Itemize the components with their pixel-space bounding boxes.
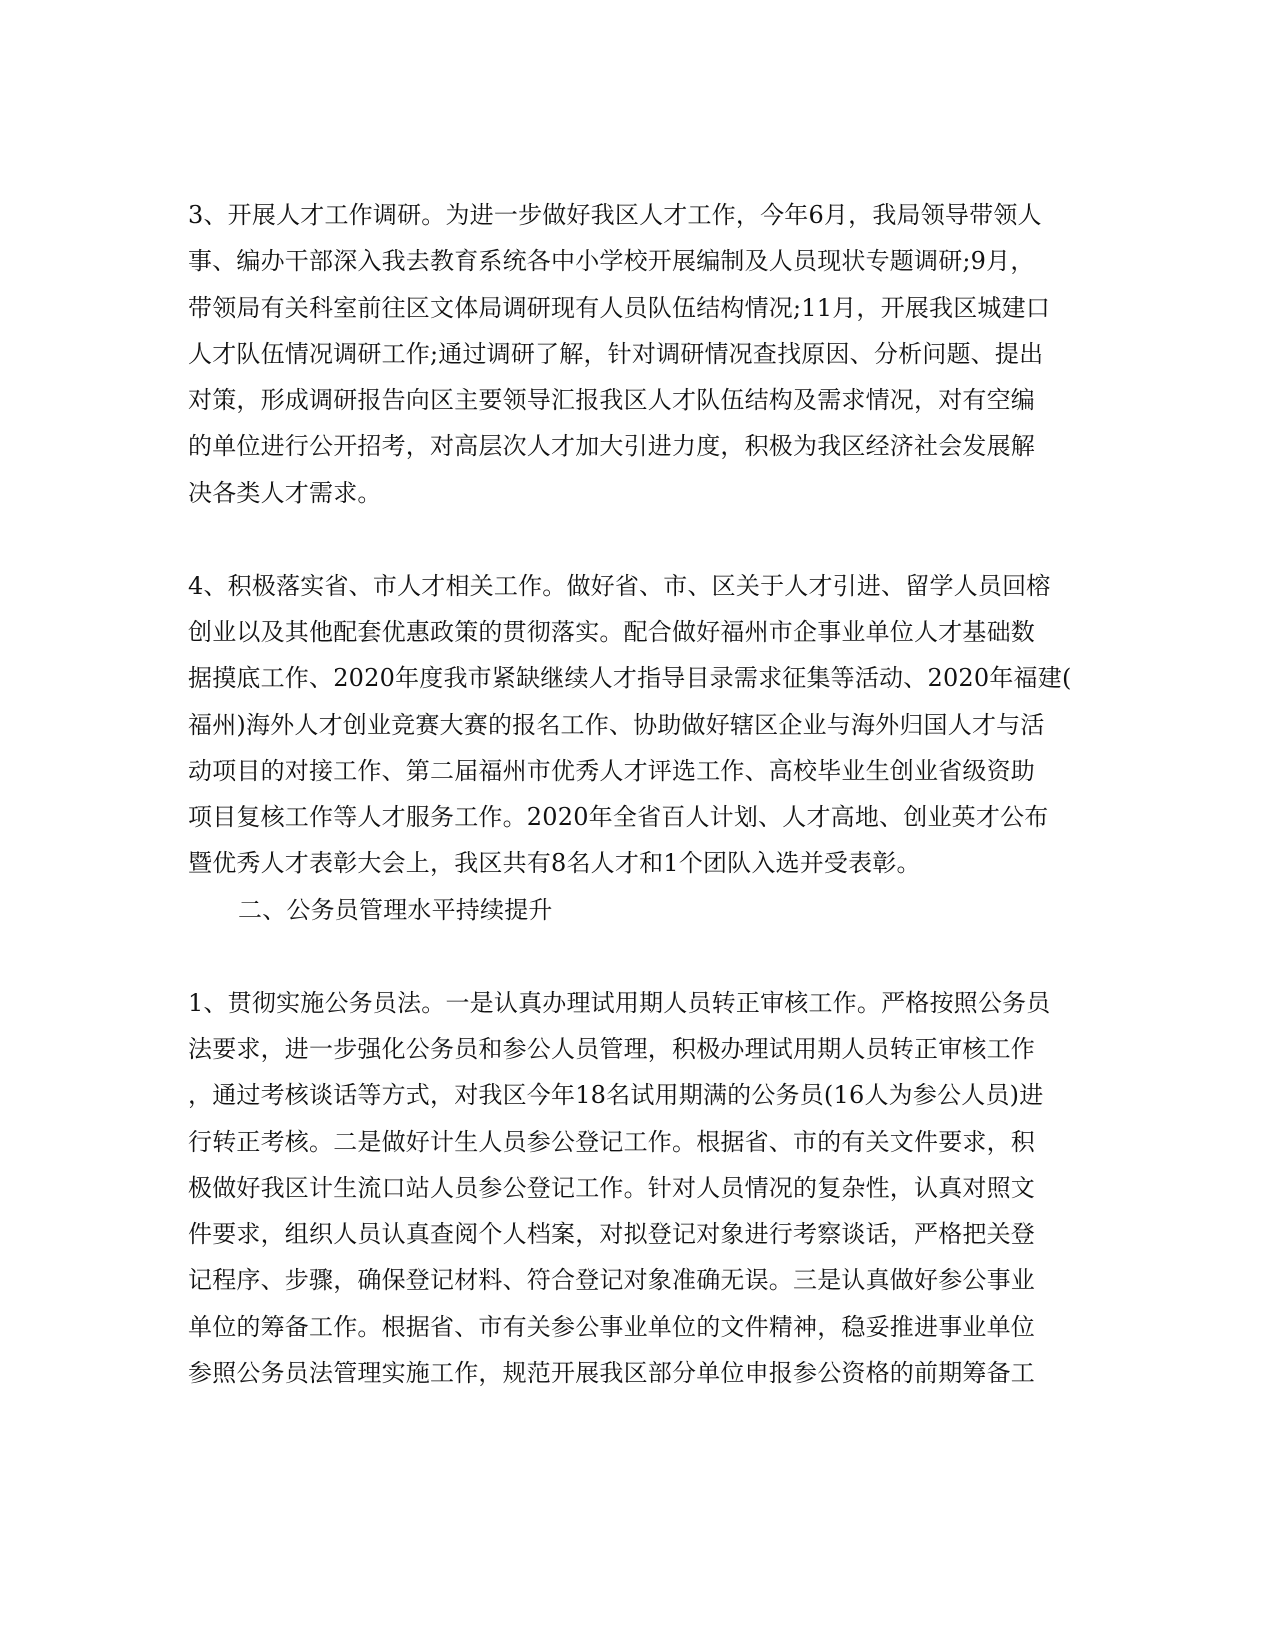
text-line: 福州)海外人才创业竞赛大赛的报名工作、协助做好辖区企业与海外归国人才与活 <box>188 711 1045 739</box>
text-line: 3、开展人才工作调研。为进一步做好我区人才工作，今年6月，我局领导带领人 <box>188 201 1042 229</box>
text-line: 事、编办干部深入我去教育系统各中小学校开展编制及人员现状专题调研;9月， <box>188 247 1035 275</box>
text-line: 决各类人才需求。 <box>188 479 382 507</box>
text-line: 极做好我区计生流口站人员参公登记工作。针对人员情况的复杂性，认真对照文 <box>188 1174 1035 1202</box>
text-line: 对策，形成调研报告向区主要领导汇报我区人才队伍结构及需求情况，对有空编 <box>188 386 1035 414</box>
text-line: 记程序、步骤，确保登记材料、符合登记对象准确无误。三是认真做好参公事业 <box>188 1266 1035 1294</box>
text-line: ，通过考核谈话等方式，对我区今年18名试用期满的公务员(16人为参公人员)进 <box>188 1081 1044 1109</box>
text-line: 人才队伍情况调研工作;通过调研了解，针对调研情况查找原因、分析问题、提出 <box>188 340 1044 368</box>
text-line: 法要求，进一步强化公务员和参公人员管理，积极办理试用期人员转正审核工作 <box>188 1035 1035 1063</box>
section-heading: 二、公务员管理水平持续提升 <box>238 896 553 924</box>
text-line: 行转正考核。二是做好计生人员参公登记工作。根据省、市的有关文件要求，积 <box>188 1128 1035 1156</box>
text-line: 的单位进行公开招考，对高层次人才加大引进力度，积极为我区经济社会发展解 <box>188 432 1035 460</box>
text-line: 动项目的对接工作、第二届福州市优秀人才评选工作、高校毕业生创业省级资助 <box>188 757 1035 785</box>
text-line: 单位的筹备工作。根据省、市有关参公事业单位的文件精神，稳妥推进事业单位 <box>188 1313 1035 1341</box>
text-line: 4、积极落实省、市人才相关工作。做好省、市、区关于人才引进、留学人员回榕 <box>188 572 1051 600</box>
text-line: 项目复核工作等人才服务工作。2020年全省百人计划、人才高地、创业英才公布 <box>188 803 1049 831</box>
text-line: 暨优秀人才表彰大会上，我区共有8名人才和1个团队入选并受表彰。 <box>188 849 921 877</box>
text-line: 带领局有关科室前往区文体局调研现有人员队伍结构情况;11月，开展我区城建口 <box>188 294 1051 322</box>
text-line: 据摸底工作、2020年度我市紧缺继续人才指导目录需求征集等活动、2020年福建( <box>188 664 1072 692</box>
text-line: 件要求，组织人员认真查阅个人档案，对拟登记对象进行考察谈话，严格把关登 <box>188 1220 1035 1248</box>
text-line: 创业以及其他配套优惠政策的贯彻落实。配合做好福州市企事业单位人才基础数 <box>188 618 1035 646</box>
text-line: 参照公务员法管理实施工作，规范开展我区部分单位申报参公资格的前期筹备工 <box>188 1359 1035 1387</box>
text-line: 1、贯彻实施公务员法。一是认真办理试用期人员转正审核工作。严格按照公务员 <box>188 989 1051 1017</box>
